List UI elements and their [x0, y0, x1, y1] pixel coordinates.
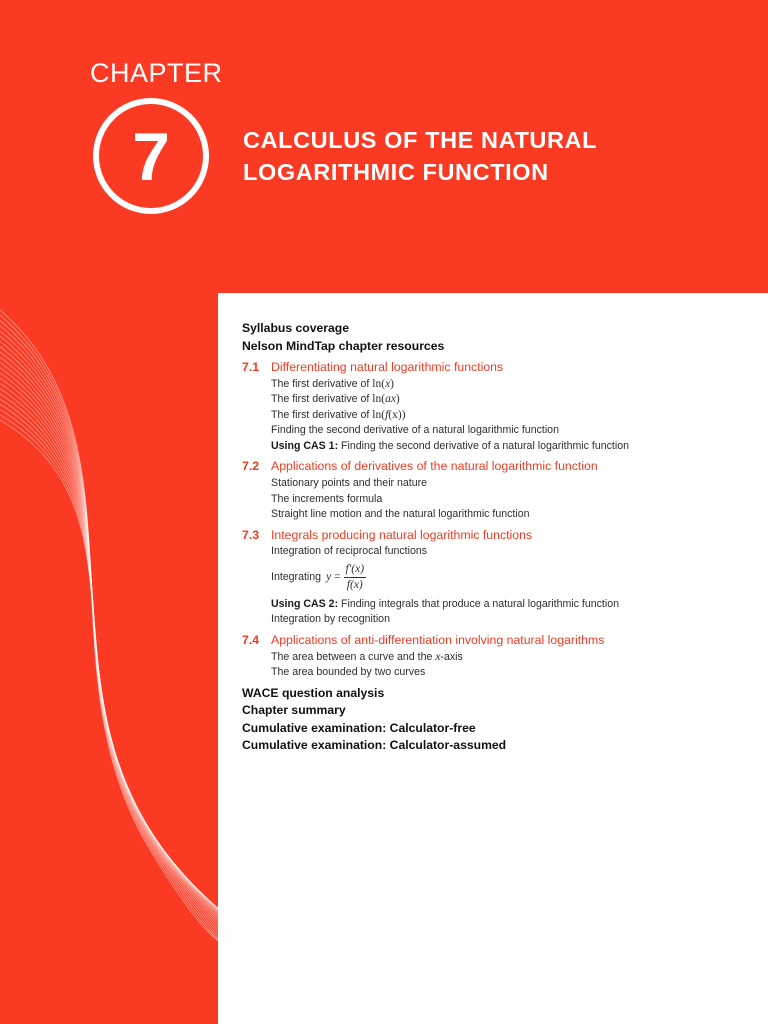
chapter-label: CHAPTER: [90, 58, 223, 88]
chapter-title-line-1: CALCULUS OF THE NATURAL: [243, 127, 598, 153]
wave-line: [0, 399, 222, 1019]
wave-line: [0, 373, 222, 993]
section-number: 7.3: [242, 527, 260, 542]
chapter-title: [243, 124, 723, 188]
toc-subitem[interactable]: The area bounded by two curves: [271, 666, 426, 679]
toc-subitem[interactable]: The first derivative of ln(ax): [271, 393, 400, 406]
wave-line: [0, 420, 222, 1024]
toc-item-syllabus-coverage[interactable]: Syllabus coverage: [242, 321, 350, 335]
toc-subitem[interactable]: The first derivative of ln(x): [271, 377, 395, 390]
section-title: Differentiating natural logarithmic functions: [271, 360, 504, 374]
toc-item-exam-calculator-free[interactable]: Cumulative examination: Calculator-free: [242, 720, 476, 735]
toc-item-chapter-summary[interactable]: Chapter summary: [242, 703, 346, 718]
toc-subitem[interactable]: The first derivative of ln(f(x)): [271, 408, 406, 421]
wave-line: [0, 415, 222, 1024]
table-of-contents: [242, 320, 762, 755]
contents-panel: [218, 293, 768, 1024]
section-title: Applications of anti-differentiation involving natural logarithms: [271, 633, 605, 648]
toc-subitem[interactable]: Integration of reciprocal functions: [271, 545, 428, 558]
section-number: 7.4: [242, 633, 260, 648]
wave-line: [0, 320, 222, 952]
toc-section-7-1: [242, 359, 762, 454]
formula-label: Integrating: [271, 571, 322, 584]
toc-item-mindtap-resources[interactable]: Nelson MindTap chapter resources: [242, 338, 445, 353]
section-heading[interactable]: [242, 632, 762, 650]
section-heading[interactable]: [242, 527, 762, 545]
toc-section-7-3: [242, 527, 762, 628]
wave-line: [0, 394, 222, 1014]
toc-section-7-2: [242, 458, 762, 522]
toc-subitem[interactable]: Straight line motion and the natural logarithmic function: [271, 508, 530, 521]
wave-line: [0, 315, 222, 948]
section-title: Integrals producing natural logarithmic functions: [271, 527, 533, 542]
toc-subitem-formula[interactable]: [271, 561, 762, 595]
toc-subitem[interactable]: Integration by recognition: [271, 613, 390, 626]
toc-item-wace-analysis[interactable]: WACE question analysis: [242, 685, 385, 700]
wave-line: [0, 410, 222, 1024]
toc-subitem[interactable]: Stationary points and their nature: [271, 476, 428, 489]
wave-line: [0, 368, 222, 988]
toc-subitem-cas[interactable]: Using CAS 1: Finding the second derivative of a natural logarithmic function: [271, 439, 630, 452]
wave-line: [0, 389, 222, 1009]
toc-subitem[interactable]: The increments formula: [271, 492, 383, 505]
toc-section-7-4: [242, 632, 762, 681]
wave-line: [0, 362, 222, 983]
chapter-number-badge: [93, 98, 209, 214]
formula-fraction: [344, 563, 366, 592]
section-heading[interactable]: [242, 458, 762, 476]
toc-item-exam-calculator-assumed[interactable]: Cumulative examination: Calculator-assumed: [242, 738, 507, 753]
toc-subitem-cas[interactable]: Using CAS 2: Finding integrals that produce a natural logarithmic function: [271, 597, 620, 610]
toc-subitem[interactable]: The area between a curve and the x-axis: [271, 650, 463, 663]
wave-line: [0, 326, 222, 956]
fraction-denominator: f(x): [346, 579, 363, 592]
decorative-wave-lines: [0, 290, 222, 1024]
section-heading[interactable]: [242, 359, 762, 377]
wave-line: [0, 383, 222, 1003]
chapter-number: 7: [132, 119, 170, 195]
wave-line: [0, 404, 222, 1024]
chapter-title-line-2: LOGARITHMIC FUNCTION: [243, 159, 549, 185]
section-number: 7.2: [242, 459, 260, 474]
section-title: Applications of derivatives of the natural logarithmic function: [271, 459, 598, 474]
fraction-numerator: f′(x): [344, 563, 366, 578]
section-number: 7.1: [242, 360, 260, 374]
wave-line: [0, 357, 222, 979]
wave-line: [0, 310, 222, 945]
toc-subitem[interactable]: Finding the second derivative of a natural logarithmic function: [271, 424, 559, 437]
formula-lhs: y =: [326, 571, 341, 584]
